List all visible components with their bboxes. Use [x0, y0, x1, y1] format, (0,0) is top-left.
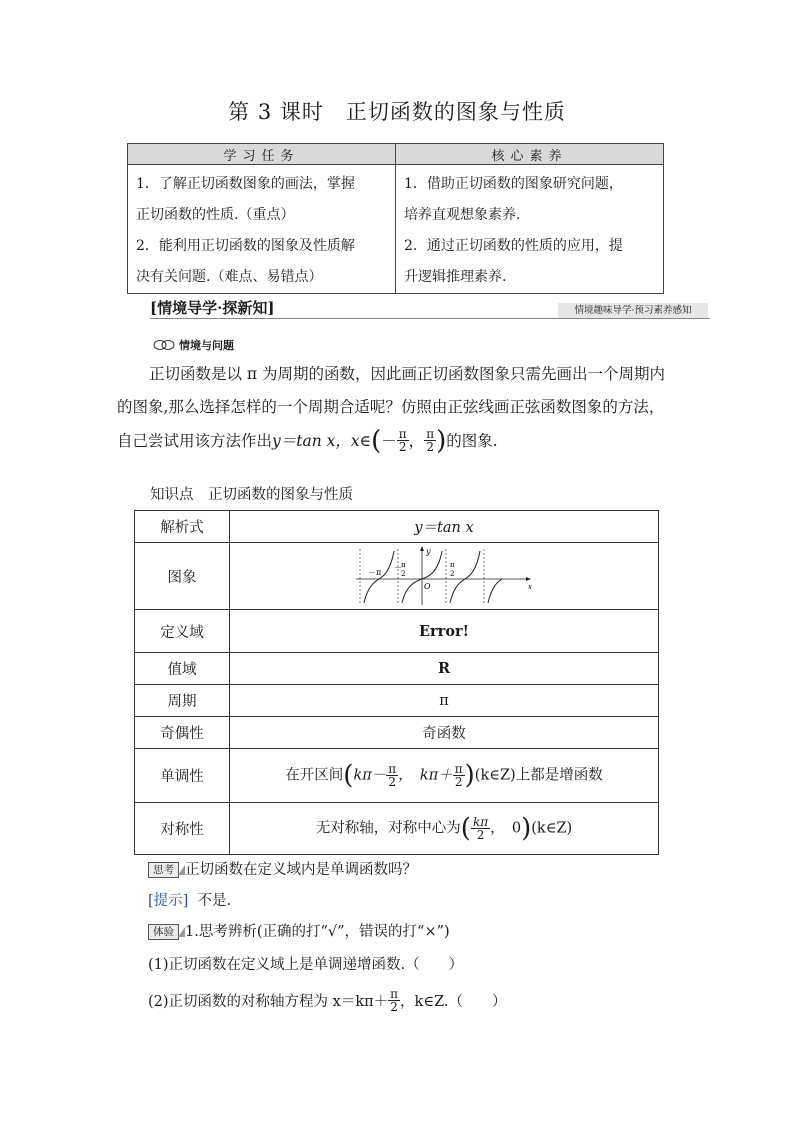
mono-text-post: (k∈Z)上都是增函数	[474, 767, 603, 784]
row-label-monotonic: 单调性	[135, 749, 230, 803]
label-half-pi-den: 2	[401, 570, 406, 578]
exercise-item-2-pre: (2)正切函数的对称轴方程为 x＝kπ＋	[148, 994, 389, 1010]
paren-right: )	[464, 760, 475, 791]
paren-left: (	[371, 425, 382, 456]
row-value-graph	[230, 543, 659, 610]
tan-branch	[364, 551, 394, 603]
fraction-pi-over-2	[453, 763, 465, 788]
frac-den: 2	[390, 1000, 398, 1014]
think-question-text: 正切函数在定义域内是单调函数吗？	[185, 862, 417, 878]
section-heading: [情境导学·探新知]	[150, 299, 275, 317]
frac-den: 2	[388, 775, 397, 789]
row-label-domain: 定义域	[135, 610, 230, 653]
section-divider	[150, 318, 710, 319]
experience-line	[148, 920, 450, 941]
row-value-expression: y＝tan x	[230, 511, 659, 543]
label-origin: O	[424, 582, 431, 591]
task-header-right: 核心素养	[396, 144, 664, 165]
x-axis-arrow	[526, 577, 531, 581]
row-label-range: 值域	[135, 653, 230, 685]
task-cell-right	[396, 165, 664, 294]
intro-line-3	[117, 425, 687, 456]
context-subheading	[152, 337, 234, 353]
mono-right-bound: ， kπ＋	[398, 767, 453, 784]
fraction-pi-over-2	[386, 763, 398, 788]
frac-den: 2	[476, 828, 485, 842]
row-label-symmetry: 对称性	[135, 803, 230, 855]
hint-label: [提示]	[148, 893, 189, 909]
frac-den: 2	[426, 440, 434, 454]
frac-den: 2	[454, 775, 463, 789]
task-right-line: 1．借助正切函数的图象研究问题，	[404, 176, 623, 192]
label-half-pi-num: π	[450, 561, 455, 569]
intro-line-3-end: 的图象.	[446, 431, 498, 450]
page-title: 第 3 课时 正切函数的图象与性质	[228, 100, 566, 124]
sym-zero: ， 0	[490, 820, 522, 837]
intro-line-1: 正切函数是以 π 为周期的函数，因此画正切函数图象只需先画出一个周期内	[149, 365, 666, 383]
property-table	[134, 510, 659, 855]
task-left-line: 2．能利用正切函数的图象及性质解	[136, 238, 355, 254]
think-tag: 思考	[148, 862, 179, 878]
task-right-line: 培养直观想象素养.	[404, 207, 521, 223]
exercise-item-2	[148, 988, 507, 1013]
think-question	[148, 858, 417, 879]
frac-num: π	[388, 762, 397, 776]
row-value-range: R	[230, 653, 659, 685]
minus-sign: －	[381, 431, 397, 450]
label-half-pi-num: π	[401, 561, 406, 569]
experience-question: 1.思考辨析(正确的打“√”，错误的打“×”)	[185, 924, 450, 940]
experience-tag: 体验	[148, 924, 179, 940]
tag-corner-icon	[178, 865, 185, 875]
frac-num: π	[426, 427, 435, 441]
tan-graph	[354, 545, 534, 607]
row-label-parity: 奇偶性	[135, 717, 230, 749]
row-label-period: 周期	[135, 685, 230, 717]
row-label-graph: 图象	[135, 543, 230, 610]
frac-den: 2	[398, 440, 407, 454]
sym-text-pre: 无对称轴，对称中心为	[315, 820, 461, 837]
hint-text: 不是.	[197, 893, 232, 909]
section-tag: 情境趣味导学·预习素养感知	[558, 303, 708, 318]
fraction-pi-over-2	[397, 428, 409, 453]
tan-branch	[488, 579, 502, 603]
frac-num: kπ	[472, 815, 489, 829]
knowledge-point-title: 知识点 正切函数的图象与性质	[150, 487, 353, 503]
task-right-line: 升逻辑推理素养.	[404, 269, 507, 285]
task-header-left: 学习任务	[128, 144, 396, 165]
label-half-pi-den: 2	[450, 570, 455, 578]
task-left-line: 正切函数的性质.（重点）	[136, 207, 295, 223]
mono-left-bound: kπ－	[353, 767, 387, 784]
paren-left: (	[343, 760, 354, 791]
row-value-parity: 奇函数	[230, 717, 659, 749]
y-axis-arrow	[420, 546, 424, 551]
bubble-icon	[152, 339, 176, 351]
mono-text-pre: 在开区间	[285, 767, 344, 784]
hint-line	[148, 889, 231, 910]
sym-text-post: (k∈Z)	[531, 820, 573, 837]
row-value-period: π	[230, 685, 659, 717]
label-x: x	[528, 583, 532, 591]
exercise-item-1: (1)正切函数在定义域上是单调递增函数.（ ）	[148, 957, 464, 973]
paren-right: )	[521, 813, 532, 844]
frac-num: π	[398, 427, 407, 441]
intro-equation: y＝tan x，x∈	[272, 431, 372, 450]
label-minus: －	[394, 563, 402, 572]
task-right-line: 2．通过正切函数的性质的应用，提	[404, 238, 623, 254]
comma: ，	[408, 431, 425, 450]
intro-line-3-text: 自己尝试用该方法作出	[117, 431, 273, 450]
row-value-symmetry	[230, 803, 659, 855]
frac-num: π	[454, 762, 463, 776]
task-left-line: 1．了解正切函数图象的画法，掌握	[136, 176, 355, 192]
tan-branch	[450, 551, 480, 603]
row-value-domain: Error!	[230, 610, 659, 653]
task-cell-left	[128, 165, 396, 294]
fraction-pi-over-2	[424, 428, 436, 453]
context-subheading-label: 情境与问题	[179, 339, 234, 352]
fraction-pi-over-2	[388, 988, 400, 1013]
paren-right: )	[436, 425, 447, 456]
intro-line-2: 的图象,那么选择怎样的一个周期合适呢？仿照由正弦线画正弦函数图象的方法，	[117, 398, 665, 416]
frac-num: π	[390, 987, 399, 1001]
tag-corner-icon	[178, 927, 185, 937]
fraction-kpi-over-2	[471, 816, 490, 841]
label-y: y	[426, 547, 431, 556]
learning-task-table	[127, 143, 664, 294]
row-label-expression: 解析式	[135, 511, 230, 543]
exercise-item-2-post: ，k∈Z.（ ）	[400, 994, 507, 1010]
row-value-monotonic	[230, 749, 659, 803]
paren-left: (	[460, 813, 471, 844]
label-neg-pi: －π	[368, 568, 382, 577]
task-left-line: 决有关问题.（难点、易错点）	[136, 269, 323, 285]
